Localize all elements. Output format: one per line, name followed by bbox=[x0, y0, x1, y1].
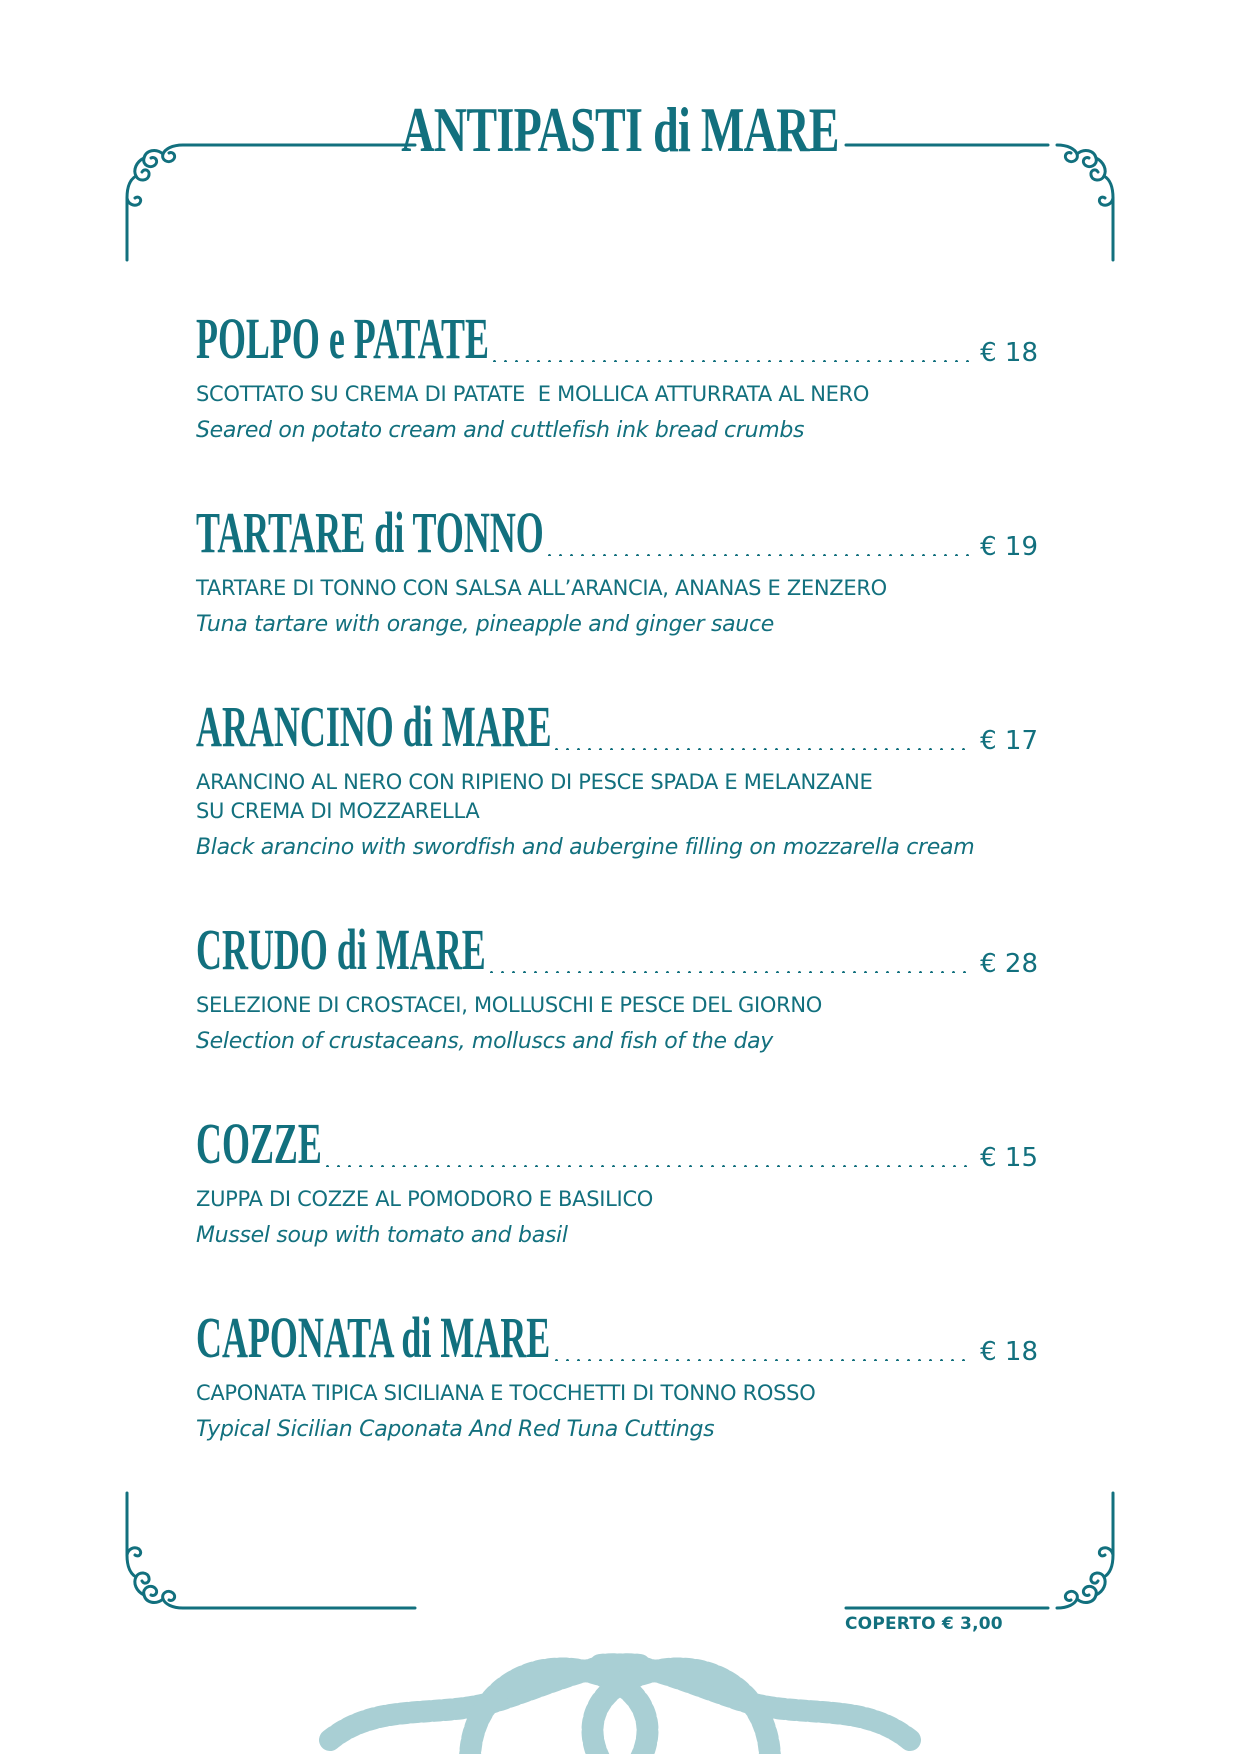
menu-item-price: € 19 bbox=[980, 532, 1038, 562]
menu-item-description-english: Tuna tartare with orange, pineapple and ginger sauce bbox=[196, 612, 774, 637]
menu-item-description-italian: TARTARE DI TONNO CON SALSA ALL’ARANCIA, ANANAS E ZENZERO bbox=[196, 576, 887, 600]
menu-item bbox=[196, 917, 1038, 1057]
menu-item-price: € 28 bbox=[980, 949, 1038, 979]
menu-item-description-italian: SCOTTATO SU CREMA DI PATATE E MOLLICA ATTURRATA AL NERO bbox=[196, 382, 870, 406]
menu-item-name: CRUDO di MARE bbox=[196, 917, 486, 982]
page-title: ANTIPASTI di MARE bbox=[401, 94, 839, 165]
menu-item-price: € 18 bbox=[980, 338, 1038, 368]
dot-leader bbox=[544, 554, 972, 556]
menu-item bbox=[196, 1305, 1038, 1445]
scroll-ornament-bottom-left bbox=[127, 1493, 183, 1608]
scroll-ornament-bottom-right bbox=[1057, 1493, 1113, 1608]
menu-item-description-italian: ZUPPA DI COZZE AL POMODORO E BASILICO bbox=[196, 1187, 654, 1211]
menu-item-description-english: Mussel soup with tomato and basil bbox=[196, 1223, 568, 1248]
menu-item bbox=[196, 500, 1038, 640]
dot-leader bbox=[486, 971, 972, 973]
menu-item-name: TARTARE di TONNO bbox=[196, 500, 544, 565]
menu-list bbox=[196, 306, 1038, 1499]
menu-item-header bbox=[196, 694, 1038, 759]
menu-item bbox=[196, 1111, 1038, 1251]
menu-item-name: CAPONATA di MARE bbox=[196, 1305, 551, 1370]
menu-item-name: COZZE bbox=[196, 1111, 322, 1176]
menu-item-header bbox=[196, 1305, 1038, 1370]
menu-item-header bbox=[196, 306, 1038, 371]
menu-item-name: POLPO e PATATE bbox=[196, 306, 489, 371]
menu-item-price: € 17 bbox=[980, 726, 1038, 756]
dot-leader bbox=[551, 1359, 972, 1361]
scroll-ornament-top-left bbox=[127, 145, 183, 260]
menu-item-description-english: Typical Sicilian Caponata And Red Tuna Cuttings bbox=[196, 1417, 715, 1442]
menu-item-price: € 18 bbox=[980, 1337, 1038, 1367]
menu-item-price: € 15 bbox=[980, 1143, 1038, 1173]
scroll-ornament-top-right bbox=[1057, 145, 1113, 260]
menu-item-description-italian: ARANCINO AL NERO CON RIPIENO DI PESCE SPADA E MELANZANE SU CREMA DI MOZZARELLA bbox=[196, 770, 873, 823]
menu-item-header bbox=[196, 917, 1038, 982]
menu-item-header bbox=[196, 1111, 1038, 1176]
menu-item bbox=[196, 306, 1038, 446]
menu-item-description-italian: SELEZIONE DI CROSTACEI, MOLLUSCHI E PESCE DEL GIORNO bbox=[196, 993, 823, 1017]
menu-item bbox=[196, 694, 1038, 863]
dot-leader bbox=[551, 748, 972, 750]
menu-item-description-italian: CAPONATA TIPICA SICILIANA E TOCCHETTI DI TONNO ROSSO bbox=[196, 1381, 816, 1405]
menu-item-header bbox=[196, 500, 1038, 565]
rope-knot-icon bbox=[330, 1664, 910, 1754]
menu-item-description-english: Black arancino with swordfish and aubergine filling on mozzarella cream bbox=[196, 835, 975, 860]
dot-leader bbox=[489, 360, 973, 362]
cover-charge: COPERTO € 3,00 bbox=[845, 1614, 1003, 1634]
menu-item-description-english: Selection of crustaceans, molluscs and fish of the day bbox=[196, 1029, 774, 1054]
menu-item-description-english: Seared on potato cream and cuttlefish ink bread crumbs bbox=[196, 418, 805, 443]
menu-item-name: ARANCINO di MARE bbox=[196, 694, 552, 759]
dot-leader bbox=[322, 1165, 972, 1167]
